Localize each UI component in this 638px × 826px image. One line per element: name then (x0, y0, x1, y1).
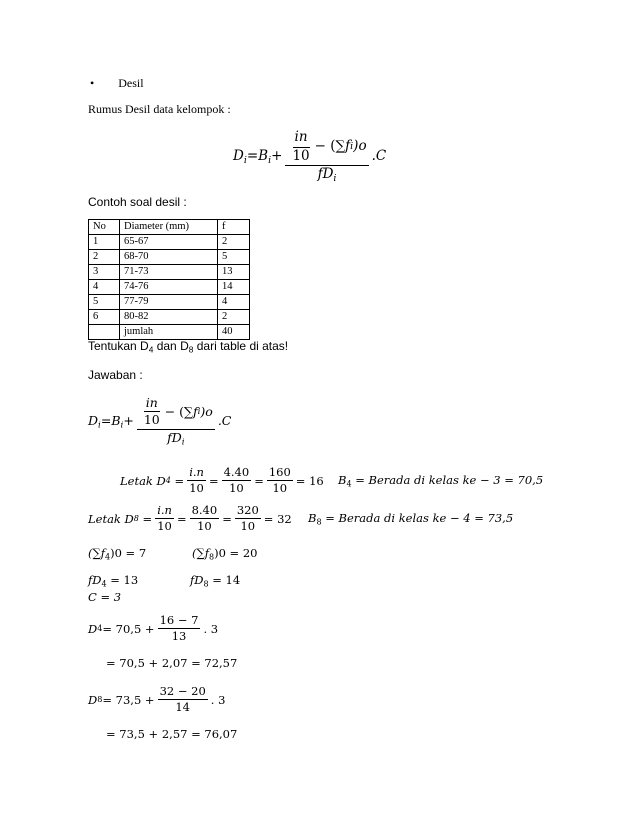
letak-d4-line: Letak D 4 = $\frac{i.n}{10}$ = $\frac{4.40}{10}$ = $\frac{160}{10}$ = 16 (120, 465, 324, 496)
fd-d8: $fD_8 = 14$ (190, 573, 241, 589)
table-row: 4 74-76 14 (89, 280, 250, 295)
header-diameter: Diameter (mm) (120, 220, 218, 235)
answer-label: Jawaban : (88, 368, 143, 382)
table-total-row: jumlah 40 (89, 325, 250, 340)
main-formula: $D_i$ = $B_i$ + $\frac{in}{10}$ − (∑ f i )o $fD_i$ .C (233, 129, 387, 184)
fd-d4: $fD_4 = 13$ (88, 573, 139, 589)
sumf-d8: $(\sum f_8)0 = 20$ (192, 546, 258, 562)
b8-line: $B_8$ = Berada di kelas ke − 4 = 73,5 (308, 511, 514, 527)
table-row: 3 71-73 13 (89, 265, 250, 280)
answer-formula: $D_i$ = $B_i$ + $\frac{in}{10}$ − (∑ f i )o $fD_i$ .C (88, 395, 232, 448)
header-no: No (89, 220, 120, 235)
table-row: 2 68-70 5 (89, 250, 250, 265)
bullet-heading (90, 76, 144, 91)
d8-result: = 73,5 + 2,57 = 76,07 (106, 727, 238, 741)
bullet-marker: • (90, 76, 95, 90)
letak-d8-line: Letak D 8 = $\frac{i.n}{10}$ = $\frac{8.40}{10}$ = $\frac{320}{10}$ = 32 (88, 503, 292, 534)
c-value: C = 3 (88, 590, 122, 604)
data-table (88, 219, 250, 340)
formula-intro: Rumus Desil data kelompok : (88, 102, 231, 116)
formula-main-fraction: $\frac{in}{10}$ − (∑ f i )o $fD_i$ (285, 130, 368, 183)
b4-line: $B_4$ = Berada di kelas ke − 3 = 70,5 (338, 473, 544, 489)
formula-lhs: $D_i$ (233, 148, 247, 167)
table-header-row (89, 220, 250, 235)
table-row: 6 80-82 2 (89, 310, 250, 325)
d4-result: = 70,5 + 2,07 = 72,57 (106, 656, 238, 670)
d4-calc: D 4 = 70,5 + $\frac{16 - 7}{13}$ . 3 (88, 613, 219, 644)
formula-inner-fraction: $\frac{in}{10}$ (292, 129, 310, 164)
table-row: 5 77-79 4 (89, 295, 250, 310)
sumf-d4: $(\sum f_4)0 = 7$ (88, 546, 147, 562)
bullet-heading-text: Desil (118, 76, 144, 90)
formula-b: $B_i$ (258, 148, 272, 167)
table-row: 1 65-67 2 (89, 235, 250, 250)
question-text: Tentukan $D_4$ dan $D_8$ dari table di atas! (88, 339, 289, 355)
d8-calc: D 8 = 73,5 + $\frac{32 - 20}{14}$ . 3 (88, 684, 226, 715)
example-label: Contoh soal desil : (88, 195, 187, 209)
formula-tail: .C (371, 148, 387, 165)
header-f: f (218, 220, 250, 235)
